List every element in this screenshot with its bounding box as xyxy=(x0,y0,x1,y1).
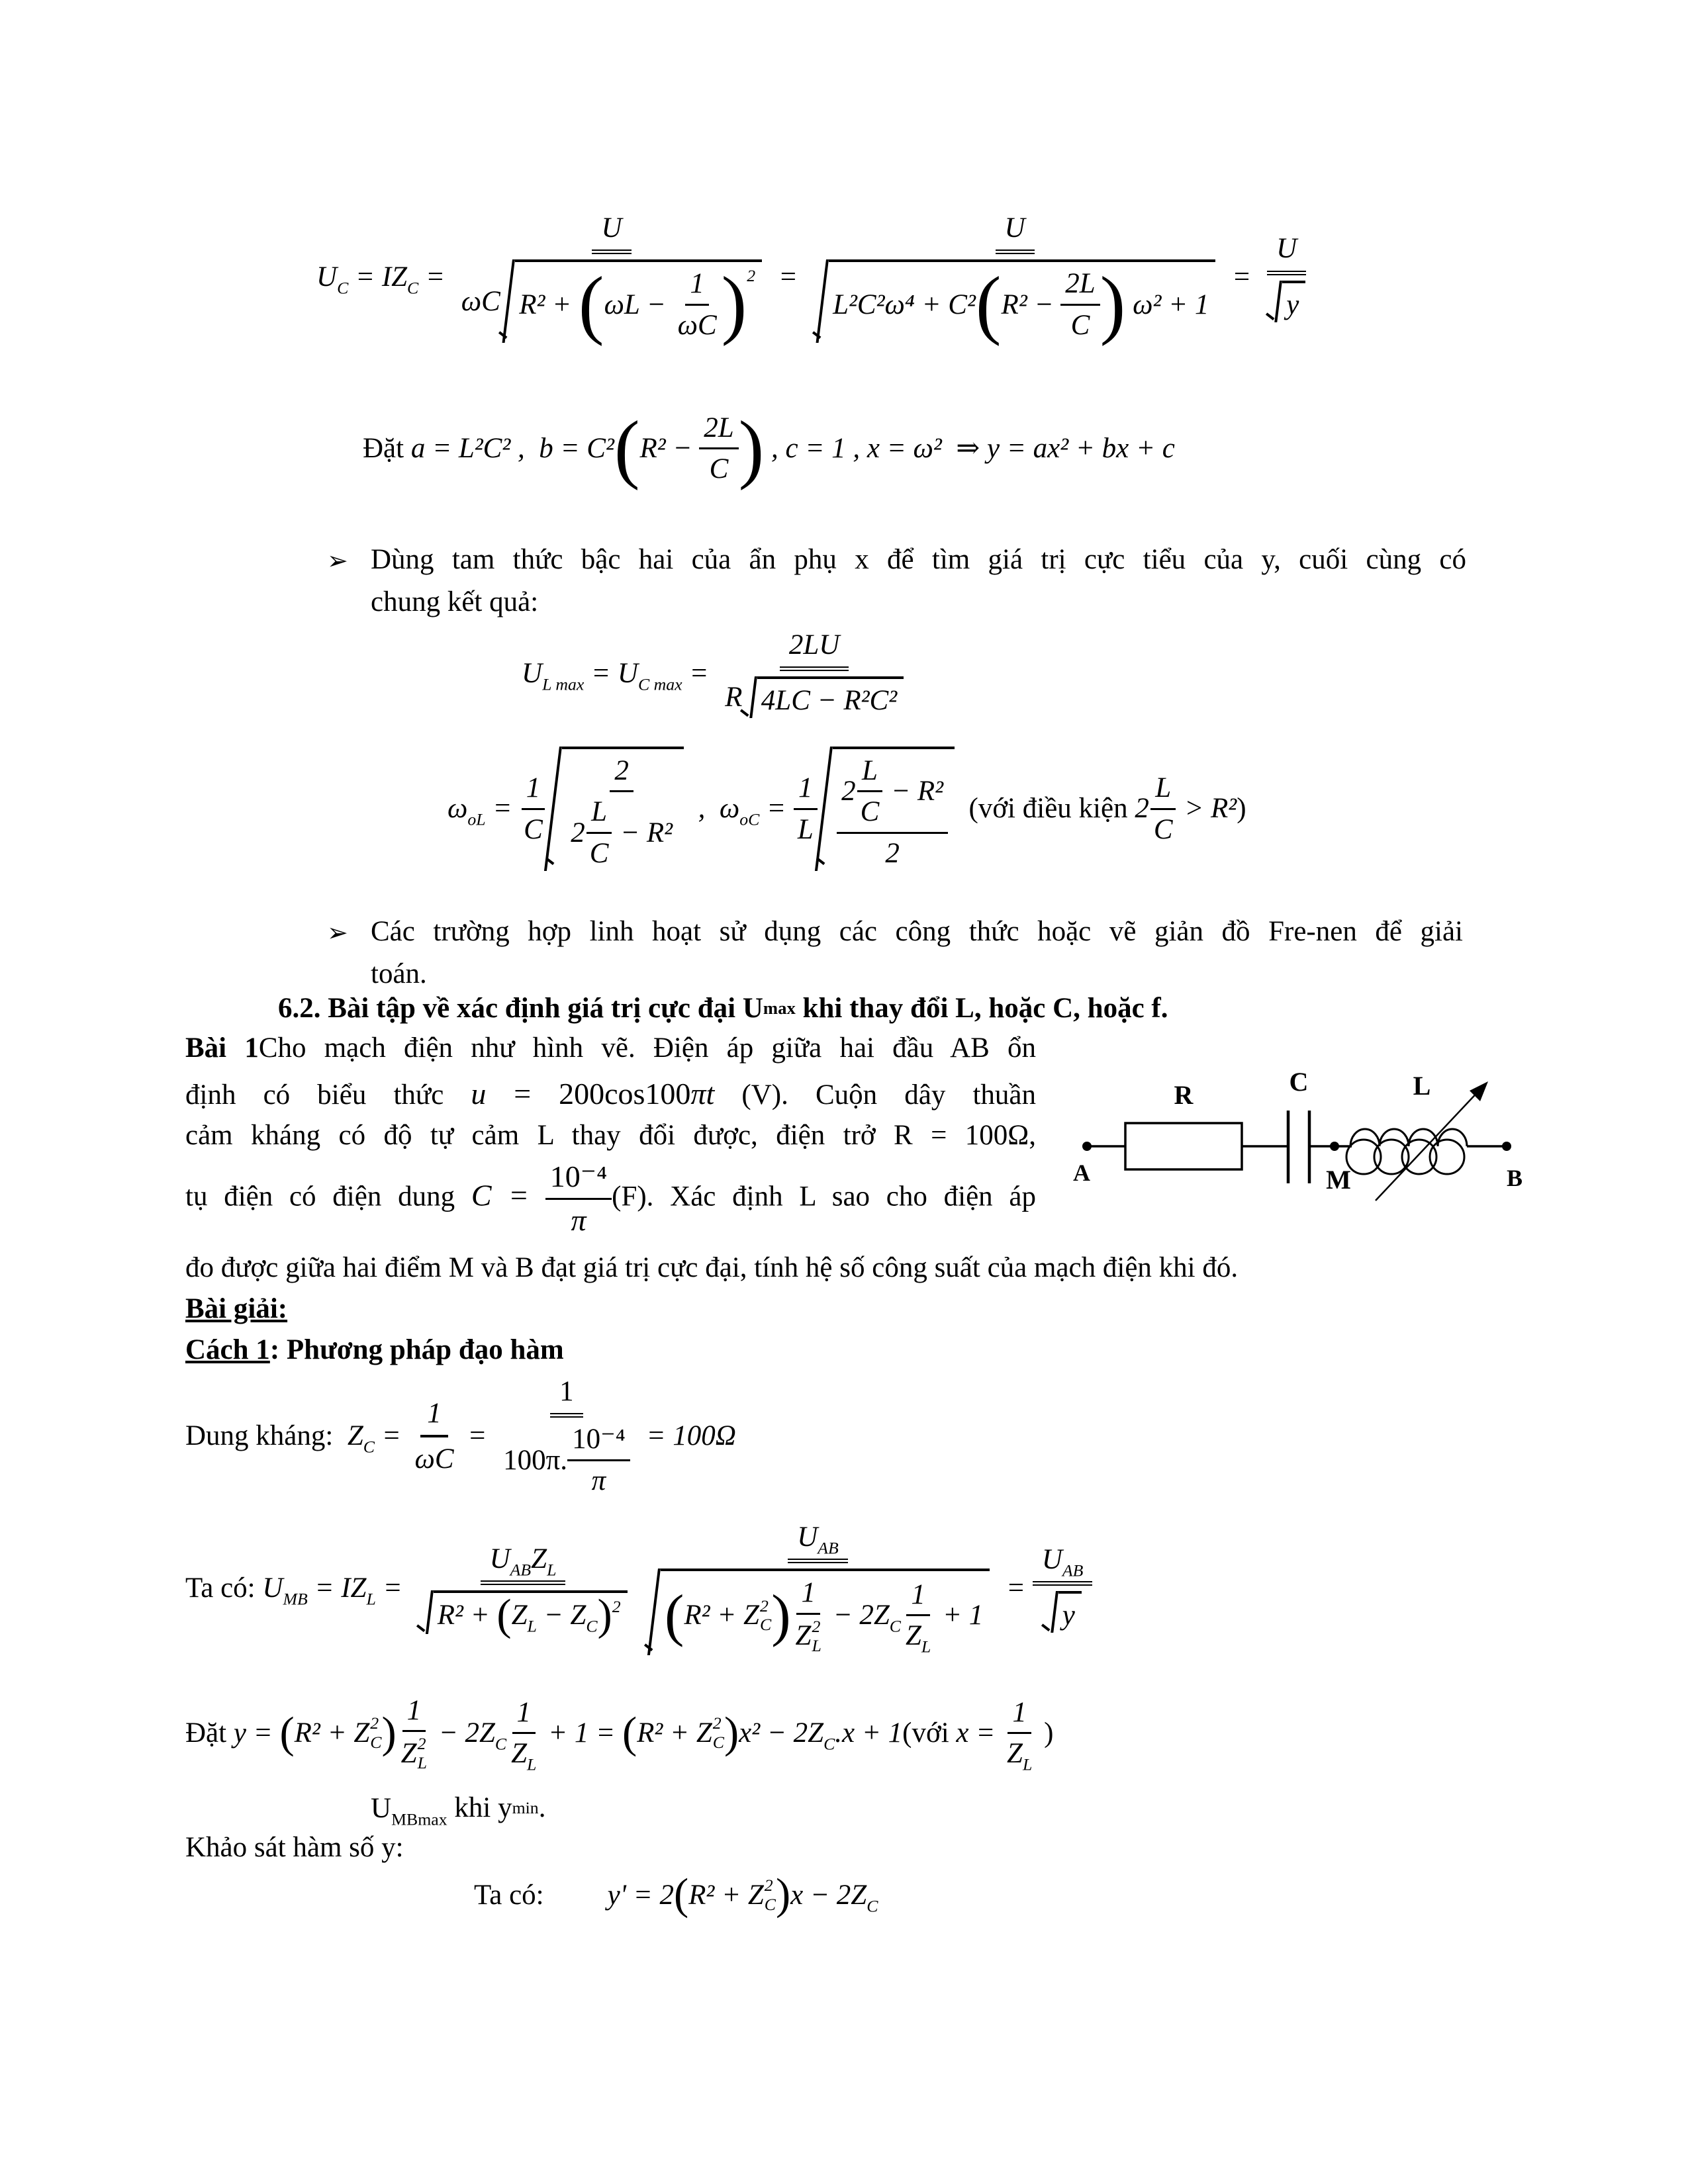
left-paren: ( xyxy=(614,406,640,491)
square-root xyxy=(814,259,1216,347)
heading-text: : Phương pháp đạo hàm xyxy=(269,1334,564,1365)
text: khi y xyxy=(447,1792,512,1823)
math-token: $U_{MB}$ xyxy=(262,1572,308,1609)
square-root xyxy=(818,747,955,871)
math-token: $U_{AB}$ xyxy=(489,1543,532,1580)
problem-label: Bài 1 xyxy=(185,1032,259,1064)
sub-sup-stack: 2 C xyxy=(712,1713,724,1752)
right-paren: ) xyxy=(597,1590,612,1639)
math-token: $Z_L$ xyxy=(531,1543,557,1580)
sub-sup-stack: 2 L xyxy=(812,1616,821,1655)
math-token: π xyxy=(591,1465,606,1496)
bullet-line xyxy=(371,539,1466,582)
right-paren: ) xyxy=(775,1870,791,1919)
fraction xyxy=(1002,1696,1037,1774)
heading-cach-1 xyxy=(185,1329,564,1372)
left-paren: ( xyxy=(673,1870,689,1919)
fraction xyxy=(408,1396,461,1477)
line-khao-sat xyxy=(185,1827,404,1870)
left-paren: ( xyxy=(975,262,1002,347)
math-token: R² + Z xyxy=(684,1600,759,1631)
bullet-line xyxy=(371,581,538,624)
math-token: 1 xyxy=(906,1578,930,1616)
math-token: = xyxy=(1225,261,1258,293)
right-paren: ) xyxy=(1037,1717,1054,1749)
math-token: $Z_L$ xyxy=(905,1620,931,1657)
inductor-loop xyxy=(1346,1140,1381,1174)
math-token: $IZ_C$ xyxy=(381,261,419,298)
math-token: , xyxy=(684,793,720,825)
label-r: R xyxy=(1174,1080,1194,1110)
formula-ulmax xyxy=(522,627,913,720)
math-label: Ta có: xyxy=(474,1879,544,1911)
math-token: = xyxy=(584,658,618,690)
square-root xyxy=(742,676,904,718)
bullet-text: Các trường hợp linh hoạt sử dụng các công thức hoặc vẽ giản đồ Fre-nen để giải xyxy=(371,916,1463,947)
math-token: C xyxy=(709,453,729,485)
math-token: = xyxy=(771,261,805,293)
math-token: L xyxy=(857,754,882,792)
fraction xyxy=(637,1520,1000,1657)
heading-text: 6.2. Bài tập về xác định giá trị cực đại U xyxy=(278,993,763,1024)
paragraph-text: (F). Xác định L sao cho điện áp xyxy=(612,1181,1036,1212)
math-token: L²C²ω⁴ + C² xyxy=(833,289,976,320)
math-token: = xyxy=(418,261,452,293)
math-token: = xyxy=(485,793,520,825)
left-paren: ( xyxy=(496,1590,512,1639)
math-token: , c = 1 , x = ω² xyxy=(764,433,957,465)
math-token: C xyxy=(1070,309,1090,341)
label-m: M xyxy=(1326,1165,1351,1195)
paragraph-text: (V). Cuộn dây thuần xyxy=(714,1079,1036,1111)
math-token: y = xyxy=(233,1717,280,1749)
label-a: A xyxy=(1073,1160,1090,1186)
math-token: 2 xyxy=(885,837,900,869)
heading-subscript: max xyxy=(763,998,796,1019)
formula-omega xyxy=(447,747,1246,871)
math-token: R² + Z xyxy=(688,1879,764,1911)
paragraph-line xyxy=(185,1160,1036,1238)
fraction xyxy=(699,412,738,486)
math-token: = 100Ω xyxy=(639,1420,736,1452)
math-token: C xyxy=(524,813,543,845)
math-token: 1 xyxy=(685,267,709,305)
math-token: = xyxy=(460,1420,494,1452)
fraction xyxy=(1258,231,1315,324)
fraction xyxy=(793,772,818,846)
math-token: R² + Z xyxy=(294,1717,370,1749)
math-token: $x^2 - 2Z_C$ xyxy=(739,1717,835,1754)
math-token: y xyxy=(1282,281,1305,322)
math-token: L xyxy=(586,796,612,833)
math-token: 2L xyxy=(1060,267,1100,305)
math-token: − $2Z_C$ xyxy=(431,1717,507,1754)
right-paren: ) xyxy=(724,1708,739,1757)
formula-dat-y xyxy=(185,1694,1053,1772)
math-token: > R² xyxy=(1177,793,1237,825)
square-root xyxy=(418,1590,627,1639)
math-token: 2 xyxy=(841,776,856,807)
bullet-arrow-icon: ➢ xyxy=(327,546,348,575)
math-token: − R² xyxy=(884,776,943,807)
math-token: 10⁻⁴ xyxy=(567,1423,630,1461)
math-token: + 1 = xyxy=(541,1717,622,1749)
fraction xyxy=(791,1576,826,1654)
math-token: 1 xyxy=(402,1694,426,1732)
math-token: u xyxy=(471,1077,487,1111)
heading-bai-giai xyxy=(185,1288,287,1331)
square-root xyxy=(500,259,762,347)
math-token: 1 xyxy=(794,772,818,809)
paragraph-text: tụ điện có điện dung xyxy=(185,1181,471,1212)
heading-text: khi thay đổi L, hoặc C, hoặc f. xyxy=(795,993,1168,1024)
fraction xyxy=(673,267,722,341)
formula-umb xyxy=(185,1520,1092,1657)
paragraph-text: Cho mạch điện như hình vẽ. Điện áp giữa hai đầu AB ổn xyxy=(258,1032,1036,1064)
exponent: 2 xyxy=(747,266,756,286)
paragraph-text: định có biểu thức xyxy=(185,1079,471,1111)
math-token: 1 xyxy=(512,1696,536,1734)
square-root xyxy=(646,1569,990,1655)
math-token: C xyxy=(1153,813,1173,845)
math-token: = xyxy=(375,1572,410,1604)
math-token: = 200cos100 xyxy=(486,1077,691,1111)
math-token: 10⁻⁴ xyxy=(545,1160,612,1200)
math-token: 100π. xyxy=(503,1444,568,1476)
math-token: 2 xyxy=(571,817,585,848)
label-b: B xyxy=(1506,1165,1523,1191)
math-token: $U_{AB}$ xyxy=(797,1522,839,1558)
math-token: U xyxy=(592,210,631,254)
math-token: 1 xyxy=(522,772,545,809)
section-heading xyxy=(278,987,1168,1030)
fraction xyxy=(545,1160,612,1238)
formula-y-prime xyxy=(474,1870,878,1919)
fraction xyxy=(397,1694,432,1772)
math-token: L xyxy=(1150,772,1176,809)
fraction xyxy=(567,1423,630,1497)
fraction xyxy=(1149,772,1178,846)
math-token: R² + Z xyxy=(637,1717,712,1749)
math-token: $U_{MBmax}$ xyxy=(371,1792,447,1829)
math-label: Đặt xyxy=(363,433,411,465)
math-token: $x - 2Z_C$ xyxy=(790,1879,878,1916)
math-token: π xyxy=(571,1203,586,1237)
right-paren: ) xyxy=(771,1582,791,1648)
inductor-loop xyxy=(1374,1140,1409,1174)
math-token: $U_{AB}$ xyxy=(1041,1543,1084,1580)
math-token: − R² xyxy=(613,817,673,848)
left-paren: ( xyxy=(578,262,604,347)
math-token: 2 xyxy=(610,754,633,792)
math-token: .x + 1 xyxy=(835,1717,903,1749)
condition-label: (với xyxy=(902,1717,957,1749)
text: . xyxy=(538,1792,546,1823)
math-token: ωC xyxy=(414,1443,454,1475)
paragraph-text: đo được giữa hai điểm M và B đạt giá trị cực đại, tính hệ số công suất của mạch điện khi đó. xyxy=(185,1252,1239,1283)
math-token: , xyxy=(510,433,539,465)
circuit-figure xyxy=(1064,1058,1528,1216)
implies-arrow: ⇒ xyxy=(956,433,980,465)
heading-text: Bài giải: xyxy=(185,1293,288,1324)
math-token: $U_C$ xyxy=(316,261,349,298)
left-paren: ( xyxy=(279,1708,295,1757)
math-token: 2L xyxy=(699,412,738,449)
math-token: R² + xyxy=(519,289,579,320)
math-token: b = C² xyxy=(539,433,614,465)
math-token: y xyxy=(1058,1591,1082,1633)
bullet-text: chung kết quả: xyxy=(371,586,539,617)
math-token: $\omega_{oC}$ xyxy=(719,793,760,830)
math-token: L xyxy=(797,813,814,845)
fraction xyxy=(494,1374,639,1498)
math-token: Z xyxy=(400,1738,417,1770)
math-token: ωC xyxy=(461,285,500,317)
math-token: 1 xyxy=(550,1374,583,1418)
exponent: 2 xyxy=(612,1596,621,1616)
left-paren: ( xyxy=(665,1582,684,1648)
math-token: C = xyxy=(471,1178,530,1212)
right-paren: ) xyxy=(738,406,765,491)
label-l: L xyxy=(1413,1071,1431,1101)
math-token: 2 xyxy=(1135,793,1149,825)
terminal-b-dot xyxy=(1502,1142,1511,1151)
math-token: πt xyxy=(690,1077,715,1111)
math-token: $Z_L$ xyxy=(511,1600,537,1636)
math-token: 1 xyxy=(420,1396,448,1437)
bullet-text: toán. xyxy=(371,958,427,989)
condition-label: (với điều kiện xyxy=(955,793,1135,825)
fraction xyxy=(837,754,948,870)
math-token: − $2Z_C$ xyxy=(825,1600,901,1636)
fraction xyxy=(585,796,614,870)
math-token: C xyxy=(860,796,880,828)
bullet-arrow-icon: ➢ xyxy=(327,918,348,947)
label-c: C xyxy=(1289,1067,1309,1097)
sub-sup-stack: 2 L xyxy=(417,1734,427,1773)
math-token: R xyxy=(725,682,743,713)
right-paren: ) xyxy=(1237,793,1246,825)
terminal-m-dot xyxy=(1330,1142,1339,1151)
math-token: 4LC − R²C² xyxy=(757,676,904,718)
math-token: ωL − xyxy=(604,289,673,320)
right-paren: ) xyxy=(1100,262,1126,347)
math-token: $Z_L$ xyxy=(511,1738,537,1774)
fraction xyxy=(856,754,884,829)
paragraph-line xyxy=(185,1247,1238,1290)
math-token: R² − xyxy=(1001,289,1061,320)
math-token: 1 xyxy=(1008,1696,1031,1734)
text: Khảo sát hàm số y: xyxy=(185,1832,404,1863)
bullet-line xyxy=(371,911,1463,954)
sub-sup-stack: 2 C xyxy=(370,1713,382,1752)
math-token: a = L²C² xyxy=(410,433,511,465)
line-umbmax: $U_{MBmax}$ khi y min . xyxy=(371,1787,545,1830)
sub-sup-stack: 2 C xyxy=(759,1596,772,1635)
math-label: Dung kháng: xyxy=(185,1420,348,1452)
square-root xyxy=(1043,1591,1081,1633)
terminal-a-dot xyxy=(1082,1142,1092,1151)
math-token: C xyxy=(589,837,609,869)
formula-uc xyxy=(316,210,1315,347)
math-token: + 1 xyxy=(935,1600,984,1631)
math-token: $\omega_{oL}$ xyxy=(447,793,486,830)
fraction xyxy=(901,1578,935,1657)
fraction xyxy=(805,210,1225,347)
fraction xyxy=(1060,267,1100,341)
paragraph-text: cảm kháng có độ tự cảm L thay đổi được, điện trở R = 100Ω, xyxy=(185,1120,1036,1151)
math-token: x = xyxy=(956,1717,1003,1749)
bullet-text: Dùng tam thức bậc hai của ẩn phụ x để tìm giá trị cực tiểu của y, cuối cùng có xyxy=(371,544,1466,575)
formula-dung-khang xyxy=(185,1374,736,1498)
resistor-symbol xyxy=(1125,1123,1242,1169)
paragraph-line xyxy=(185,1071,1036,1117)
math-token: = xyxy=(999,1572,1033,1604)
math-token: $U_{L max}$ xyxy=(522,658,585,694)
paragraph-line xyxy=(185,1027,1036,1070)
math-token: ωC xyxy=(677,309,717,341)
math-token: U xyxy=(1267,231,1306,275)
math-token: 1 xyxy=(796,1576,820,1614)
variable-arrow xyxy=(1376,1088,1481,1201)
math-label: Ta có: xyxy=(185,1572,263,1604)
math-token: R² − xyxy=(639,433,700,465)
math-token: U xyxy=(996,210,1035,254)
square-root xyxy=(1268,281,1305,322)
left-paren: ( xyxy=(622,1708,637,1757)
math-token: = xyxy=(374,1420,408,1452)
math-token: $IZ_L$ xyxy=(341,1572,376,1609)
math-token: Z xyxy=(795,1620,812,1652)
sub-sup-stack: 2 C xyxy=(764,1876,776,1914)
fraction xyxy=(506,1696,541,1774)
fraction xyxy=(566,754,677,870)
paragraph-line xyxy=(185,1115,1036,1158)
formula-dat-abc xyxy=(363,406,1175,491)
inductor-loop xyxy=(1402,1140,1436,1174)
math-token: − $Z_C$ xyxy=(536,1600,598,1636)
math-token: $U_{C max}$ xyxy=(617,658,682,694)
math-token: y = ax² + bx + c xyxy=(980,433,1175,465)
fraction xyxy=(452,210,771,347)
heading-text: Cách 1 xyxy=(185,1334,270,1365)
inductor-loop xyxy=(1430,1140,1464,1174)
math-label: Đặt xyxy=(185,1717,234,1749)
fraction xyxy=(519,772,547,846)
fraction xyxy=(409,1541,636,1639)
math-token: = xyxy=(307,1572,342,1604)
math-token: y' = 2 xyxy=(607,1879,674,1911)
math-token: $Z_C$ xyxy=(347,1420,375,1457)
math-token: ω² + 1 xyxy=(1125,289,1209,320)
right-paren: ) xyxy=(721,262,747,347)
math-token: = xyxy=(348,261,382,293)
math-token: = xyxy=(759,793,793,825)
math-token: 2LU xyxy=(780,627,849,671)
square-root xyxy=(547,747,684,871)
fraction xyxy=(1033,1542,1093,1635)
fraction xyxy=(716,627,913,720)
right-paren: ) xyxy=(381,1708,397,1757)
math-token: = xyxy=(682,658,716,690)
math-token: $Z_L$ xyxy=(1007,1738,1033,1774)
math-token: R² + xyxy=(437,1600,497,1631)
